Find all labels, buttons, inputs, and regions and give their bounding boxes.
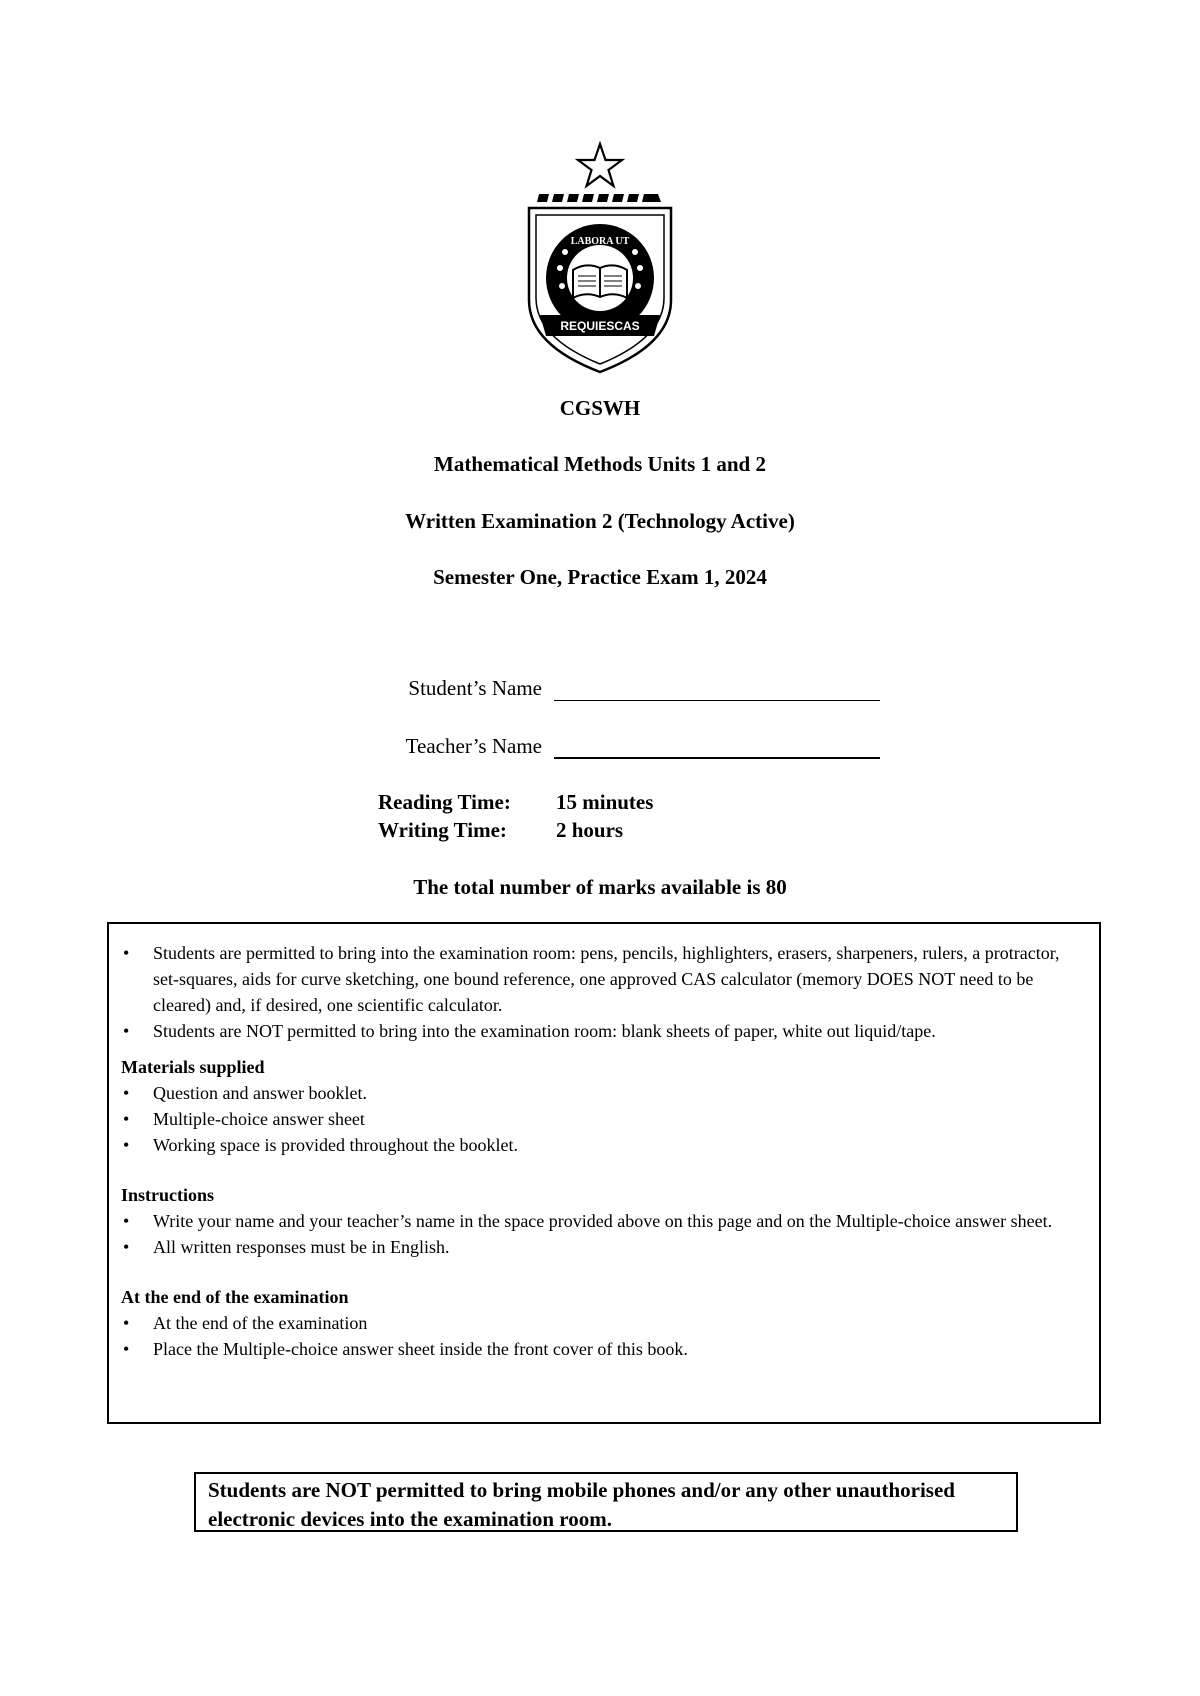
materials-heading: Materials supplied [121, 1057, 265, 1077]
end-of-exam-heading: At the end of the examination [121, 1287, 349, 1307]
instructions-heading: Instructions [121, 1185, 215, 1205]
teacher-name-field[interactable] [554, 733, 880, 759]
student-name-row [372, 676, 880, 701]
svg-text:REQUIESCAS: REQUIESCAS [560, 319, 640, 333]
list-item: • Question and answer booklet. [121, 1080, 1087, 1106]
student-name-label: Student’s Name [408, 676, 542, 700]
writing-time-row [378, 818, 623, 843]
teacher-name-row [372, 733, 880, 759]
reading-time-row [378, 790, 653, 815]
reading-time-value: 15 minutes [556, 790, 654, 814]
student-name-field[interactable] [554, 676, 880, 701]
permitted-list [121, 940, 1087, 1044]
mobile-phone-warning: Students are NOT permitted to bring mobile phones and/or any other unauthorised electronic devices into the examination room. [194, 1472, 1018, 1532]
list-item: • Students are permitted to bring into the examination room: pens, pencils, highlighters, erasers, sharpeners, rulers, a protractor, set-squares, aids for curve sketching, one bound reference, one approved CAS calculator (memory DOES NOT need to be cleared) and, if desired, one scientific calculator. [121, 940, 1087, 1018]
school-name: CGSWH [559, 396, 641, 420]
reading-time-label: Reading Time: [378, 790, 511, 814]
list-item: • All written responses must be in English. [121, 1234, 1087, 1260]
list-item: • Working space is provided throughout the booklet. [121, 1132, 1087, 1158]
list-item: • Write your name and your teacher’s name in the space provided above on this page and on the Multiple-choice answer sheet. [121, 1208, 1087, 1234]
instructions-list [121, 1208, 1087, 1260]
teacher-name-label: Teacher’s Name [405, 734, 542, 758]
session-title: Semester One, Practice Exam 1, 2024 [433, 565, 767, 589]
materials-list [121, 1080, 1087, 1158]
list-item: • Place the Multiple-choice answer sheet inside the front cover of this book. [121, 1336, 1087, 1362]
list-item: • Students are NOT permitted to bring into the examination room: blank sheets of paper, white out liquid/tape. [121, 1018, 1087, 1044]
writing-time-value: 2 hours [556, 818, 624, 842]
total-marks: The total number of marks available is 80 [413, 875, 787, 899]
school-crest-logo [515, 140, 685, 378]
list-item: • At the end of the examination [121, 1310, 1087, 1336]
exam-info-box [107, 922, 1101, 1424]
writing-time-label: Writing Time: [378, 818, 507, 842]
list-item: • Multiple-choice answer sheet [121, 1106, 1087, 1132]
svg-text:LABORA UT: LABORA UT [570, 236, 630, 247]
exam-title: Written Examination 2 (Technology Active) [405, 509, 795, 533]
subject-title: Mathematical Methods Units 1 and 2 [434, 452, 766, 476]
end-of-exam-list [121, 1310, 1087, 1362]
